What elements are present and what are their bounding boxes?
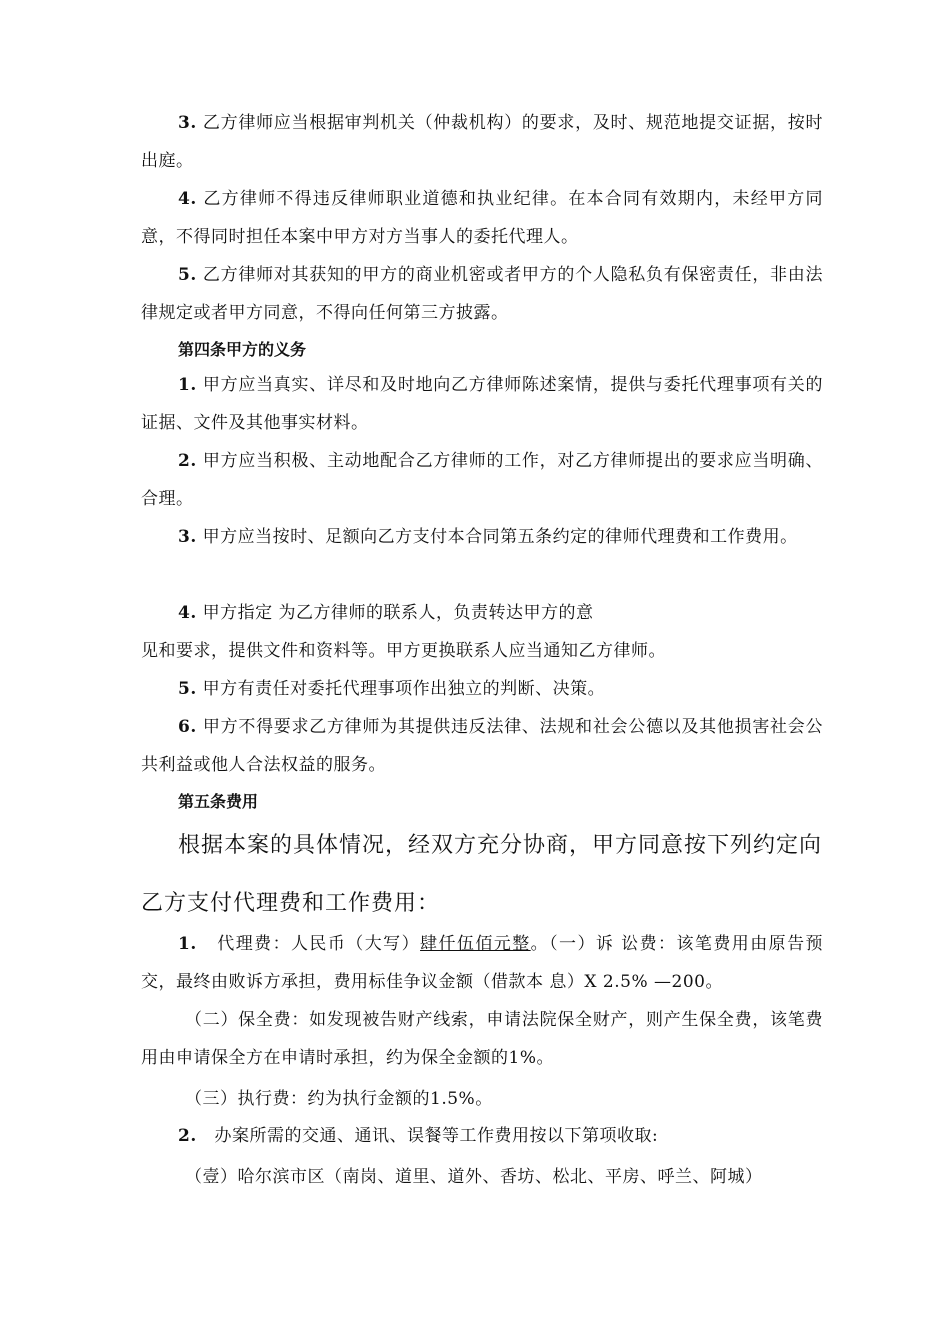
clause3-item4-num: 4. — [178, 189, 197, 209]
article5-item1-pre: 代理费：人民币（大写） — [217, 934, 421, 954]
article4-item1-text: 甲方应当真实、详尽和及时地向乙方律师陈述案情，提供与委托代理事项有关的证据、文件及其他事实材料。 — [141, 375, 824, 433]
clause3-item3 — [141, 104, 823, 180]
article4-item6-text: 甲方不得要求乙方律师为其提供违反法律、法规和社会公德以及其他损害社会公共利益或他人合法权益的服务。 — [141, 717, 824, 775]
article5-item1-num: 1. — [178, 934, 197, 954]
clause3-item3-text: 乙方律师应当根据审判机关（仲裁机构）的要求，及时、规范地提交证据，按时出庭。 — [141, 113, 824, 171]
article4-item1 — [141, 366, 823, 442]
article5-execute-fee: （三）执行费：约为执行金额的1.5%。 — [185, 1089, 493, 1109]
article4-item3-num: 3. — [178, 527, 197, 547]
article5-harbin: （壹）哈尔滨市区（南岗、道里、道外、香坊、松北、平房、呼兰、阿城） — [185, 1167, 763, 1187]
article4-item5-num: 5. — [178, 679, 197, 699]
article4-item4-line1-text: 甲方指定 为乙方律师的联系人，负责转达甲方的意 — [202, 603, 594, 623]
article4-item6 — [141, 708, 823, 784]
article4-item4-num: 4. — [178, 603, 197, 623]
clause3-item4 — [141, 180, 823, 256]
article5-item1 — [141, 925, 823, 1001]
article5-heading: 第五条费用 — [178, 792, 259, 811]
article5-item1-post: 。（一）诉 讼费：该笔费用由原告预交，最终由败诉方承担，费用标佳争议金额（借款本 息）X 2.5% —200。 — [141, 934, 824, 992]
clause3-item4-text: 乙方律师不得违反律师职业道德和执业纪律。在本合同有效期内，未经甲方同意，不得同时担任本案中甲方对方当事人的委托代理人。 — [141, 189, 824, 247]
article4-item6-num: 6. — [178, 717, 197, 737]
article4-item3 — [141, 518, 823, 556]
article4-item1-num: 1. — [178, 375, 197, 395]
article5-item2-num: 2. — [178, 1126, 197, 1146]
clause3-item5-text: 乙方律师对其获知的甲方的商业机密或者甲方的个人隐私负有保密责任，非由法律规定或者甲方同意，不得向任何第三方披露。 — [141, 265, 824, 323]
article5-preserve-fee: （二）保全费：如发现被告财产线索，申请法院保全财产，则产生保全费，该笔费用由申请保全方在申请时承担，约为保全金额的1%。 — [141, 1010, 823, 1068]
article5-item1-amount: 肆仟伍佰元整 — [420, 934, 531, 954]
clause3-item3-num: 3. — [178, 113, 197, 133]
article4-item2-num: 2. — [178, 451, 197, 471]
article4-item2 — [141, 442, 823, 518]
article5-intro: 根据本案的具体情况，经双方充分协商，甲方同意按下列约定向乙方支付代理费和工作费用： — [141, 833, 823, 916]
article4-item3-text: 甲方应当按时、足额向乙方支付本合同第五条约定的律师代理费和工作费用。 — [202, 527, 798, 547]
article4-item2-text: 甲方应当积极、主动地配合乙方律师的工作，对乙方律师提出的要求应当明确、合理。 — [141, 451, 824, 509]
article4-item5 — [178, 677, 878, 701]
article4-item5-text: 甲方有责任对委托代理事项作出独立的判断、决策。 — [202, 679, 606, 699]
clause3-item5 — [141, 256, 823, 332]
article5-item2-text: 办案所需的交通、通讯、误餐等工作费用按以下第项收取: — [214, 1126, 659, 1146]
article5-item2 — [178, 1124, 878, 1148]
article4-heading: 第四条甲方的义务 — [178, 340, 307, 359]
article4-item4-line1 — [178, 601, 878, 625]
article4-item4-line2: 见和要求，提供文件和资料等。甲方更换联系人应当通知乙方律师。 — [141, 641, 666, 661]
clause3-item5-num: 5. — [178, 265, 197, 285]
